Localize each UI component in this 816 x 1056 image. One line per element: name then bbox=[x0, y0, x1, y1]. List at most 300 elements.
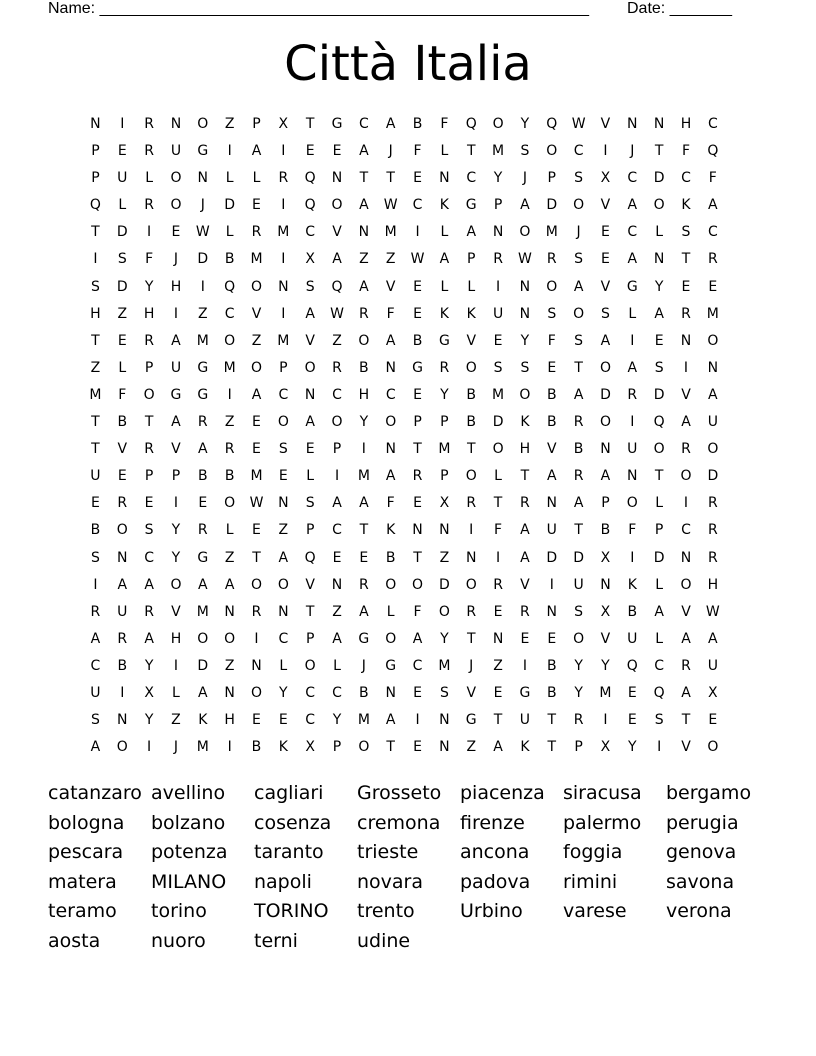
grid-letter: J bbox=[173, 739, 179, 756]
grid-letter: T bbox=[681, 251, 691, 268]
grid-letter: Q bbox=[331, 278, 343, 295]
grid-letter: I bbox=[254, 630, 259, 647]
grid-letter: C bbox=[412, 657, 423, 674]
grid-letter: A bbox=[359, 278, 369, 295]
grid-letter: H bbox=[519, 441, 531, 458]
grid-letter: R bbox=[251, 603, 262, 620]
grid-letter: Q bbox=[546, 116, 558, 132]
grid-letter: I bbox=[173, 495, 179, 512]
grid-letter: A bbox=[681, 414, 691, 431]
word-item: Urbino bbox=[460, 900, 523, 923]
word-row bbox=[48, 838, 769, 868]
grid-letter: H bbox=[90, 305, 101, 322]
grid-letter: B bbox=[385, 549, 396, 566]
word-item: pescara bbox=[48, 841, 124, 864]
date-field[interactable]: Date: _______ bbox=[627, 0, 732, 17]
grid-letter: N bbox=[519, 305, 531, 322]
grid-letter: B bbox=[627, 603, 638, 620]
word-item: verona bbox=[666, 900, 732, 923]
word-item: siracusa bbox=[563, 782, 642, 804]
grid-letter: A bbox=[90, 630, 101, 647]
grid-letter: Y bbox=[440, 386, 449, 403]
grid-letter: F bbox=[547, 332, 556, 349]
grid-letter: F bbox=[681, 143, 691, 160]
grid-letter: L bbox=[494, 468, 502, 485]
grid-letter: X bbox=[305, 251, 315, 268]
grid-letter: I bbox=[227, 739, 232, 756]
grid-letter: P bbox=[252, 116, 261, 132]
grid-letter: T bbox=[252, 549, 261, 566]
grid-letter: O bbox=[519, 224, 531, 241]
grid-letter: N bbox=[653, 251, 665, 268]
grid-letter: O bbox=[653, 197, 665, 214]
grid-letter: V bbox=[681, 603, 691, 620]
grid-letter: C bbox=[707, 224, 718, 241]
grid-letter: Z bbox=[117, 305, 128, 322]
grid-letter: S bbox=[117, 251, 127, 268]
grid-letter: A bbox=[573, 495, 584, 512]
grid-letter: L bbox=[306, 468, 315, 485]
grid-letter: I bbox=[415, 224, 420, 241]
grid-letter: O bbox=[358, 332, 370, 349]
grid-letter: B bbox=[197, 468, 208, 485]
grid-letter: O bbox=[385, 414, 397, 431]
grid-letter: T bbox=[413, 441, 422, 458]
grid-letter: T bbox=[654, 468, 664, 485]
grid-letter: E bbox=[413, 305, 422, 322]
grid-letter: N bbox=[465, 549, 477, 566]
grid-letter: O bbox=[573, 630, 585, 647]
grid-letter: F bbox=[440, 116, 449, 132]
grid-letter: M bbox=[706, 305, 719, 322]
word-item: savona bbox=[666, 870, 735, 893]
grid-letter: R bbox=[627, 386, 638, 403]
grid-row bbox=[82, 707, 726, 734]
grid-letter: R bbox=[520, 495, 530, 512]
grid-letter: N bbox=[90, 116, 101, 132]
grid-letter: E bbox=[198, 495, 208, 512]
grid-letter: S bbox=[574, 603, 584, 620]
grid-letter: R bbox=[90, 603, 101, 620]
word-item: cagliari bbox=[254, 782, 324, 804]
grid-letter: Z bbox=[224, 657, 235, 674]
grid-letter: E bbox=[547, 359, 557, 376]
grid-letter: A bbox=[573, 386, 584, 403]
grid-letter: E bbox=[708, 278, 718, 295]
grid-row bbox=[82, 138, 726, 165]
grid-letter: O bbox=[250, 278, 262, 295]
grid-letter: N bbox=[224, 684, 235, 701]
grid-letter: T bbox=[681, 712, 691, 729]
grid-letter: C bbox=[305, 684, 316, 701]
grid-letter: G bbox=[197, 549, 209, 566]
grid-letter: U bbox=[707, 414, 718, 431]
grid-letter: E bbox=[601, 224, 610, 241]
grid-letter: R bbox=[707, 549, 718, 566]
word-item: matera bbox=[48, 870, 117, 893]
grid-letter: A bbox=[627, 359, 638, 376]
grid-letter: K bbox=[439, 197, 449, 214]
grid-row bbox=[82, 382, 726, 409]
grid-letter: C bbox=[305, 224, 316, 241]
grid-letter: O bbox=[170, 576, 182, 593]
grid-letter: Y bbox=[574, 684, 583, 701]
grid-letter: T bbox=[91, 441, 100, 458]
grid-letter: H bbox=[707, 576, 719, 593]
grid-letter: J bbox=[522, 170, 527, 187]
grid-letter: Y bbox=[574, 657, 583, 674]
grid-letter: A bbox=[332, 630, 342, 647]
grid-letter: E bbox=[117, 332, 127, 349]
grid-letter: I bbox=[630, 549, 635, 566]
grid-letter: N bbox=[331, 170, 343, 187]
grid-letter: B bbox=[117, 657, 128, 674]
grid-letter: I bbox=[227, 386, 232, 403]
grid-letter: I bbox=[334, 468, 340, 485]
grid-letter: E bbox=[654, 332, 664, 349]
grid-letter: Q bbox=[89, 197, 101, 214]
grid-letter: O bbox=[492, 116, 504, 132]
grid-letter: P bbox=[171, 468, 181, 485]
grid-letter: A bbox=[251, 143, 262, 160]
grid-letter: A bbox=[359, 143, 369, 160]
grid-letter: Y bbox=[520, 332, 530, 349]
grid-letter: I bbox=[120, 116, 125, 132]
grid-letter: E bbox=[413, 278, 422, 295]
grid-letter: N bbox=[439, 739, 450, 756]
grid-letter: E bbox=[413, 495, 422, 512]
grid-row bbox=[82, 246, 726, 273]
grid-letter: O bbox=[116, 522, 128, 539]
grid-letter: N bbox=[439, 522, 450, 539]
word-search-grid bbox=[82, 111, 726, 761]
grid-letter: P bbox=[547, 170, 556, 187]
grid-letter: V bbox=[520, 576, 530, 593]
grid-letter: Y bbox=[493, 170, 503, 187]
grid-letter: A bbox=[144, 576, 154, 593]
grid-letter: I bbox=[496, 278, 501, 295]
grid-letter: M bbox=[277, 224, 290, 241]
grid-letter: G bbox=[170, 386, 182, 403]
grid-letter: C bbox=[707, 116, 718, 132]
grid-letter: Q bbox=[304, 170, 316, 187]
grid-letter: G bbox=[465, 197, 477, 214]
grid-letter: N bbox=[117, 712, 128, 729]
grid-letter: R bbox=[358, 576, 369, 593]
grid-letter: R bbox=[707, 251, 718, 268]
grid-letter: P bbox=[654, 522, 664, 539]
grid-letter: R bbox=[546, 251, 557, 268]
word-item: palermo bbox=[563, 811, 642, 834]
grid-letter: P bbox=[91, 143, 100, 160]
grid-letter: P bbox=[601, 495, 610, 512]
grid-letter: L bbox=[225, 170, 234, 187]
grid-letter: H bbox=[170, 630, 182, 647]
grid-letter: O bbox=[626, 495, 638, 512]
grid-letter: I bbox=[147, 224, 152, 241]
grid-letter: U bbox=[519, 712, 531, 729]
grid-letter: G bbox=[197, 386, 209, 403]
grid-letter: D bbox=[116, 224, 128, 241]
grid-letter: F bbox=[145, 251, 154, 268]
grid-letter: B bbox=[359, 359, 369, 376]
grid-letter: E bbox=[681, 278, 691, 295]
word-item: aosta bbox=[48, 929, 101, 952]
grid-letter: L bbox=[225, 522, 234, 539]
grid-letter: N bbox=[251, 657, 262, 674]
grid-letter: B bbox=[251, 739, 262, 756]
grid-letter: C bbox=[385, 386, 396, 403]
grid-letter: B bbox=[466, 386, 477, 403]
grid-letter: L bbox=[118, 197, 127, 214]
grid-letter: F bbox=[494, 522, 503, 539]
grid-letter: D bbox=[600, 386, 611, 403]
word-item: rimini bbox=[563, 870, 618, 893]
grid-letter: A bbox=[332, 495, 342, 512]
grid-letter: L bbox=[279, 657, 288, 674]
grid-letter: C bbox=[305, 712, 316, 729]
grid-letter: Y bbox=[440, 630, 449, 647]
grid-letter: I bbox=[93, 251, 98, 268]
grid-row bbox=[82, 328, 726, 355]
grid-letter: M bbox=[250, 468, 263, 485]
grid-letter: N bbox=[224, 603, 235, 620]
grid-letter: R bbox=[197, 522, 208, 539]
grid-letter: D bbox=[653, 170, 665, 187]
grid-letter: I bbox=[415, 712, 420, 729]
grid-letter: V bbox=[681, 739, 691, 756]
grid-letter: A bbox=[198, 441, 208, 458]
grid-letter: P bbox=[574, 739, 583, 756]
grid-letter: N bbox=[170, 116, 182, 132]
grid-letter: X bbox=[600, 549, 611, 566]
grid-letter: I bbox=[281, 143, 286, 160]
grid-letter: O bbox=[143, 386, 155, 403]
grid-letter: Z bbox=[332, 332, 342, 349]
grid-letter: T bbox=[386, 170, 395, 187]
grid-letter: B bbox=[224, 468, 235, 485]
grid-row bbox=[82, 572, 726, 599]
grid-letter: O bbox=[465, 359, 477, 376]
word-item: udine bbox=[357, 929, 411, 952]
grid-letter: Y bbox=[144, 712, 154, 729]
word-item: ancona bbox=[460, 841, 530, 864]
grid-letter: T bbox=[413, 549, 422, 566]
grid-letter: J bbox=[388, 143, 393, 160]
grid-letter: R bbox=[707, 522, 718, 539]
grid-letter: Z bbox=[332, 603, 342, 620]
grid-letter: N bbox=[278, 603, 289, 620]
grid-letter: O bbox=[224, 332, 236, 349]
grid-letter: V bbox=[600, 116, 611, 132]
grid-letter: O bbox=[170, 197, 182, 214]
grid-letter: N bbox=[412, 522, 423, 539]
grid-letter: A bbox=[385, 332, 396, 349]
grid-letter: A bbox=[600, 332, 611, 349]
grid-letter: Y bbox=[654, 278, 664, 295]
grid-letter: U bbox=[117, 170, 128, 187]
grid-letter: D bbox=[492, 414, 504, 431]
grid-letter: W bbox=[705, 603, 720, 620]
grid-letter: L bbox=[145, 170, 154, 187]
grid-letter: R bbox=[681, 441, 691, 458]
grid-letter: Y bbox=[171, 522, 181, 539]
grid-letter: C bbox=[654, 657, 665, 674]
grid-letter: F bbox=[386, 305, 395, 322]
grid-letter: V bbox=[305, 332, 315, 349]
grid-letter: A bbox=[224, 576, 235, 593]
grid-letter: B bbox=[546, 684, 557, 701]
grid-letter: S bbox=[520, 143, 530, 160]
grid-letter: Y bbox=[332, 712, 342, 729]
grid-letter: T bbox=[493, 495, 503, 512]
grid-letter: I bbox=[200, 278, 205, 295]
grid-letter: L bbox=[118, 359, 127, 376]
grid-letter: E bbox=[252, 712, 261, 729]
grid-letter: A bbox=[144, 630, 154, 647]
grid-letter: O bbox=[224, 495, 236, 512]
grid-letter: J bbox=[469, 657, 474, 674]
grid-letter: J bbox=[200, 197, 205, 214]
grid-letter: Z bbox=[385, 251, 396, 268]
grid-letter: S bbox=[547, 305, 557, 322]
grid-letter: V bbox=[305, 576, 315, 593]
grid-letter: S bbox=[601, 305, 610, 322]
grid-letter: G bbox=[358, 630, 370, 647]
grid-letter: O bbox=[680, 468, 692, 485]
grid-letter: K bbox=[520, 739, 530, 756]
grid-letter: O bbox=[304, 657, 316, 674]
grid-letter: V bbox=[466, 332, 477, 349]
name-field[interactable]: Name: _______________________________________________________ bbox=[48, 0, 589, 17]
grid-letter: E bbox=[332, 549, 342, 566]
grid-letter: A bbox=[198, 576, 208, 593]
grid-letter: Y bbox=[628, 739, 637, 756]
grid-letter: Y bbox=[359, 414, 369, 431]
grid-letter: C bbox=[278, 386, 289, 403]
grid-letter: M bbox=[196, 603, 209, 620]
grid-letter: E bbox=[708, 712, 718, 729]
grid-letter: P bbox=[144, 468, 154, 485]
grid-letter: Q bbox=[224, 278, 236, 295]
grid-letter: L bbox=[440, 224, 449, 241]
grid-letter: A bbox=[385, 468, 396, 485]
grid-letter: X bbox=[439, 495, 450, 512]
grid-letter: A bbox=[439, 251, 450, 268]
grid-letter: H bbox=[358, 386, 370, 403]
word-item: bolzano bbox=[151, 811, 226, 834]
grid-letter: O bbox=[465, 576, 477, 593]
grid-letter: R bbox=[278, 170, 289, 187]
grid-letter: R bbox=[707, 495, 718, 512]
grid-letter: A bbox=[305, 305, 315, 322]
grid-letter: I bbox=[683, 359, 689, 376]
grid-row bbox=[82, 301, 726, 328]
grid-letter: L bbox=[440, 278, 449, 295]
grid-letter: O bbox=[385, 576, 397, 593]
grid-letter: I bbox=[281, 305, 286, 322]
grid-letter: A bbox=[171, 414, 181, 431]
grid-row bbox=[82, 599, 726, 626]
grid-letter: I bbox=[603, 143, 608, 160]
grid-letter: N bbox=[546, 603, 557, 620]
grid-letter: B bbox=[573, 441, 584, 458]
grid-letter: D bbox=[653, 386, 665, 403]
word-item: novara bbox=[357, 870, 424, 893]
grid-letter: N bbox=[385, 359, 396, 376]
grid-letter: O bbox=[250, 684, 262, 701]
grid-letter: C bbox=[681, 522, 691, 539]
word-item: perugia bbox=[666, 811, 739, 834]
grid-letter: C bbox=[466, 170, 477, 187]
grid-letter: L bbox=[333, 657, 341, 674]
grid-letter: P bbox=[144, 359, 154, 376]
grid-letter: I bbox=[630, 332, 635, 349]
grid-letter: A bbox=[332, 251, 342, 268]
grid-letter: X bbox=[600, 170, 611, 187]
grid-letter: R bbox=[412, 468, 423, 485]
grid-letter: R bbox=[332, 359, 342, 376]
grid-letter: E bbox=[278, 712, 288, 729]
grid-letter: P bbox=[332, 739, 342, 756]
grid-letter: B bbox=[224, 251, 235, 268]
grid-letter: A bbox=[520, 197, 530, 214]
grid-letter: M bbox=[438, 441, 451, 458]
grid-letter: E bbox=[117, 143, 127, 160]
grid-letter: V bbox=[600, 197, 611, 214]
grid-letter: W bbox=[195, 224, 210, 241]
grid-letter: W bbox=[249, 495, 264, 512]
grid-letter: I bbox=[227, 143, 232, 160]
grid-letter: D bbox=[573, 549, 584, 566]
grid-letter: Z bbox=[251, 332, 262, 349]
grid-letter: U bbox=[627, 441, 638, 458]
grid-row bbox=[82, 626, 726, 653]
grid-letter: R bbox=[439, 359, 450, 376]
grid-row bbox=[82, 409, 726, 436]
grid-letter: A bbox=[520, 549, 530, 566]
grid-letter: G bbox=[412, 359, 423, 376]
word-item: terni bbox=[254, 929, 298, 952]
grid-letter: P bbox=[305, 630, 315, 647]
grid-letter: Y bbox=[144, 278, 154, 295]
grid-letter: N bbox=[197, 170, 209, 187]
grid-letter: W bbox=[410, 251, 425, 268]
word-item: varese bbox=[563, 900, 627, 923]
grid-letter: A bbox=[708, 197, 718, 214]
grid-letter: A bbox=[171, 332, 181, 349]
grid-letter: R bbox=[573, 712, 584, 729]
grid-letter: M bbox=[196, 332, 209, 349]
grid-letter: S bbox=[439, 684, 449, 701]
grid-letter: O bbox=[519, 386, 531, 403]
word-row bbox=[48, 897, 769, 927]
grid-letter: K bbox=[627, 576, 637, 593]
grid-letter: J bbox=[630, 143, 635, 160]
grid-letter: C bbox=[332, 522, 342, 539]
grid-letter: P bbox=[305, 522, 315, 539]
grid-letter: A bbox=[251, 386, 262, 403]
word-item: padova bbox=[460, 870, 531, 893]
grid-letter: W bbox=[518, 251, 532, 268]
grid-letter: W bbox=[571, 116, 586, 132]
grid-letter: T bbox=[654, 143, 664, 160]
grid-letter: T bbox=[91, 414, 100, 431]
grid-letter: B bbox=[412, 332, 423, 349]
grid-letter: N bbox=[600, 441, 611, 458]
grid-letter: I bbox=[657, 739, 662, 756]
grid-letter: R bbox=[466, 603, 477, 620]
